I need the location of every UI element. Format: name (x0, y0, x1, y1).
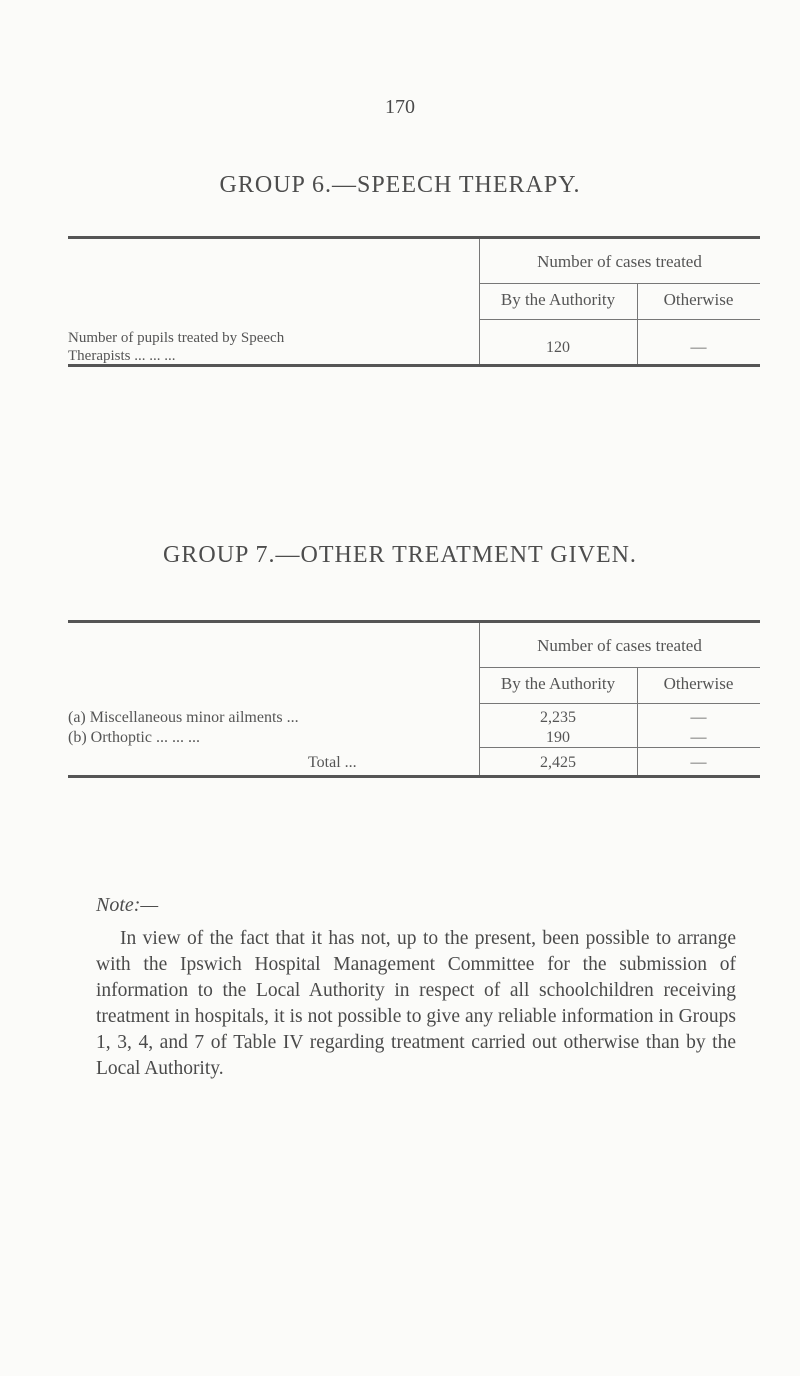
divider (479, 319, 760, 320)
col-header-otherwise: Otherwise (663, 674, 734, 693)
col-header-authority: By the Authority (500, 674, 616, 693)
row-label: (a) Miscellaneous minor ailments ... (68, 709, 299, 726)
cell-otherwise: — (690, 709, 707, 726)
row-label: Number of pupils treated by Speech (68, 330, 285, 346)
cell-authority: 2,235 (540, 709, 576, 726)
divider (479, 703, 760, 704)
row-label: Therapists ... ... ... (68, 348, 176, 364)
col-header-otherwise: Otherwise (663, 290, 734, 309)
cell-otherwise: — (690, 729, 707, 746)
total-label: Total ... (308, 754, 357, 771)
note-heading: Note:— (96, 894, 159, 916)
note-text: In view of the fact that it has not, up to the present, been possible to arrange with the Ipswich Hospital Management Committee for the submission of information to the Local Authority in respect of all schoolchildren receiving treatment in hospitals, it is not possible to give any reliable information in Groups 1, 3, 4, and 7 of Table IV regarding treatment carried out otherwise than by the Local Authority. (96, 928, 736, 1079)
cell-otherwise: — (690, 339, 707, 356)
cell-total-authority: 2,425 (540, 754, 576, 771)
col-header-authority: By the Authority (500, 290, 616, 309)
page-number: 170 (385, 96, 415, 118)
cell-authority: 120 (546, 339, 570, 356)
header-number-of-cases: Number of cases treated (537, 252, 702, 271)
group7-table (68, 620, 760, 778)
header-number-of-cases: Number of cases treated (537, 636, 702, 655)
cell-authority: 190 (546, 729, 570, 746)
group6-table (68, 236, 760, 367)
cell-total-otherwise: — (690, 754, 707, 771)
divider (479, 283, 760, 284)
group7-title: GROUP 7.—OTHER TREATMENT GIVEN. (163, 542, 637, 568)
divider (479, 667, 760, 668)
group6-title: GROUP 6.—SPEECH THERAPY. (219, 172, 581, 198)
row-label: (b) Orthoptic ... ... ... (68, 729, 200, 746)
divider (479, 747, 760, 748)
